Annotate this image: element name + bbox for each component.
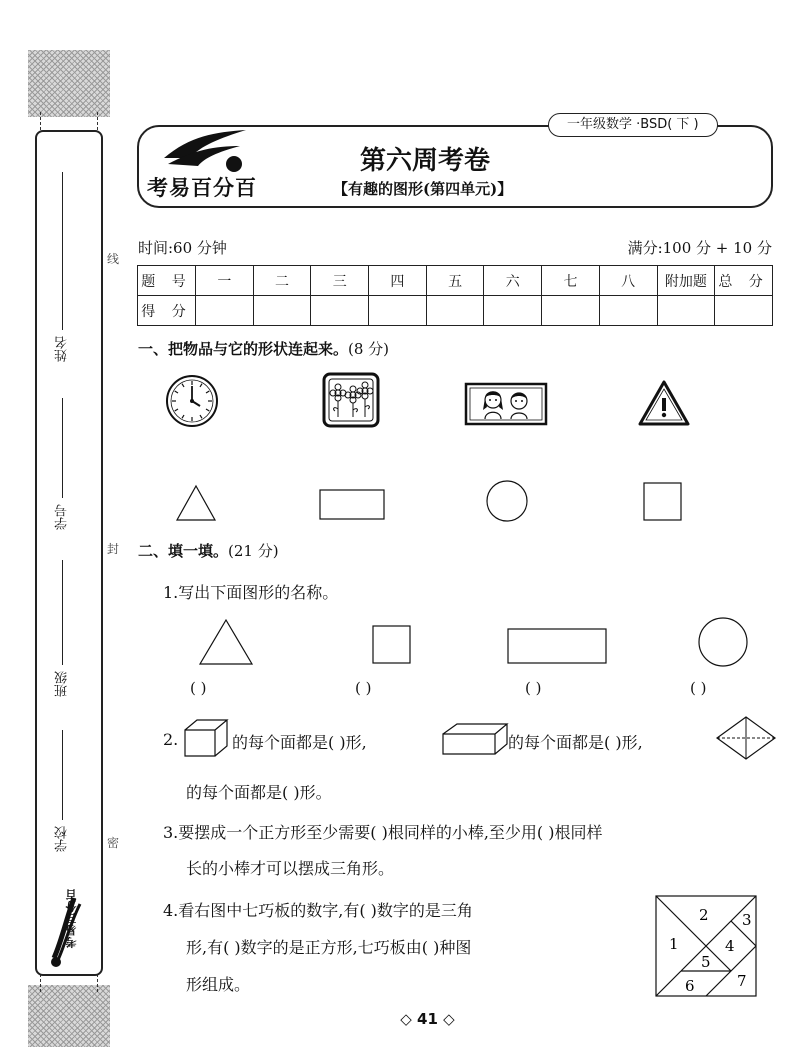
score-cell[interactable] <box>657 296 715 326</box>
section1-title <box>138 338 389 359</box>
score-table-header-row <box>138 266 773 296</box>
clock-icon[interactable] <box>164 373 220 429</box>
section2-points: (21 分) <box>228 542 279 560</box>
paper-subtitle: 【有趣的图形(第四单元)】 <box>333 180 513 198</box>
student-id-line <box>62 398 63 498</box>
cut-mark-seal: 封 <box>107 542 120 556</box>
paper-title: 第六周考卷 <box>359 146 490 176</box>
score-header-cell: 总 分 <box>715 266 773 296</box>
score-header-cell: 六 <box>484 266 542 296</box>
q1-triangle-shape <box>199 619 253 665</box>
question-2-part2: 的每个面都是( )形, <box>508 733 643 752</box>
score-row-label: 得 分 <box>138 296 196 326</box>
triangle-shape[interactable] <box>176 485 216 521</box>
student-id-field <box>56 398 69 530</box>
score-cell[interactable] <box>311 296 369 326</box>
question-4-line1: 4.看右图中七巧板的数字,有( )数字的是三角 <box>163 901 473 920</box>
question-1: 1.写出下面图形的名称。 <box>163 583 339 602</box>
score-header-cell: 七 <box>542 266 600 296</box>
name-field <box>56 172 69 362</box>
score-header-cell: 四 <box>369 266 427 296</box>
score-cell[interactable] <box>484 296 542 326</box>
score-header-cell: 一 <box>196 266 254 296</box>
grade-tag: 一年级数学 ·BSD( 下 ) <box>548 113 718 137</box>
tangram-label: 2 <box>699 906 709 924</box>
section2-title-text: 二、填一填。 <box>138 542 229 560</box>
tangram-label: 3 <box>742 911 752 929</box>
q1-rectangle-shape <box>507 628 607 664</box>
school-line <box>62 730 63 820</box>
student-id-label: 学号 <box>55 504 70 530</box>
tangram-label: 7 <box>737 972 747 990</box>
warning-sign-icon[interactable] <box>638 380 690 426</box>
square-shape[interactable] <box>643 482 682 521</box>
q1-answer-blank[interactable]: ( ) <box>355 679 372 697</box>
score-header-cell: 题 号 <box>138 266 196 296</box>
question-3-line1: 3.要摆成一个正方形至少需要( )根同样的小棒,至少用( )根同样 <box>163 823 603 842</box>
score-cell[interactable] <box>426 296 484 326</box>
score-cell[interactable] <box>196 296 254 326</box>
q1-square-shape <box>372 625 411 664</box>
score-cell[interactable] <box>369 296 427 326</box>
full-score-info: 满分:100 分 + 10 分 <box>627 239 772 257</box>
question-4-line3: 形组成。 <box>186 975 251 994</box>
score-header-cell: 八 <box>599 266 657 296</box>
score-header-cell: 附加题 <box>657 266 715 296</box>
section2-title <box>138 540 279 561</box>
cube-icon <box>183 718 229 758</box>
question-2-part1: 的每个面都是( )形, <box>232 733 367 752</box>
circle-shape[interactable] <box>486 480 528 522</box>
tangram-label: 1 <box>669 935 679 953</box>
flower-picture-icon[interactable] <box>323 373 379 427</box>
class-line <box>62 560 63 665</box>
tangram-label: 6 <box>685 977 695 995</box>
cut-mark-secret: 密 <box>107 836 120 850</box>
score-cell[interactable] <box>715 296 773 326</box>
q1-answer-blank[interactable]: ( ) <box>190 679 207 697</box>
score-cell[interactable] <box>599 296 657 326</box>
score-cell[interactable] <box>542 296 600 326</box>
tangram-figure <box>655 895 757 997</box>
q1-circle-shape <box>698 617 748 667</box>
score-cell[interactable] <box>253 296 311 326</box>
class-label: 班级 <box>55 671 70 697</box>
section1-points: (8 分) <box>348 340 390 358</box>
binding-strip-top <box>28 50 110 117</box>
section1-title-text: 一、把物品与它的形状连起来。 <box>138 340 349 358</box>
question-4-line2: 形,有( )数字的是正方形,七巧板由( )种图 <box>186 938 472 957</box>
brand-text: 考易百分百 <box>147 176 257 200</box>
question-2-number: 2. <box>163 730 179 749</box>
question-2-line2: 的每个面都是( )形。 <box>186 783 332 802</box>
score-header-cell: 三 <box>311 266 369 296</box>
tangram-label: 4 <box>725 937 735 955</box>
time-info: 时间:60 分钟 <box>138 239 227 257</box>
page-number: ◇ 41 ◇ <box>400 1010 455 1028</box>
q1-answer-blank[interactable]: ( ) <box>690 679 707 697</box>
cuboid-icon <box>441 722 509 756</box>
strip-brand-text: 考易百分百 <box>65 888 78 948</box>
class-field <box>56 560 69 697</box>
q1-answer-blank[interactable]: ( ) <box>525 679 542 697</box>
children-photo-icon[interactable] <box>465 383 547 425</box>
rectangle-shape[interactable] <box>319 489 385 520</box>
question-3-line2: 长的小棒才可以摆成三角形。 <box>186 859 395 878</box>
school-field <box>56 730 69 852</box>
cut-mark-line: 线 <box>107 252 120 266</box>
tangram-label: 5 <box>701 953 711 971</box>
name-label: 姓名 <box>55 336 70 362</box>
score-header-cell: 二 <box>253 266 311 296</box>
score-header-cell: 五 <box>426 266 484 296</box>
school-label: 学校 <box>55 826 70 852</box>
score-table-score-row <box>138 296 773 326</box>
name-line <box>62 172 63 330</box>
double-pyramid-icon <box>716 716 776 760</box>
score-table <box>137 265 773 326</box>
